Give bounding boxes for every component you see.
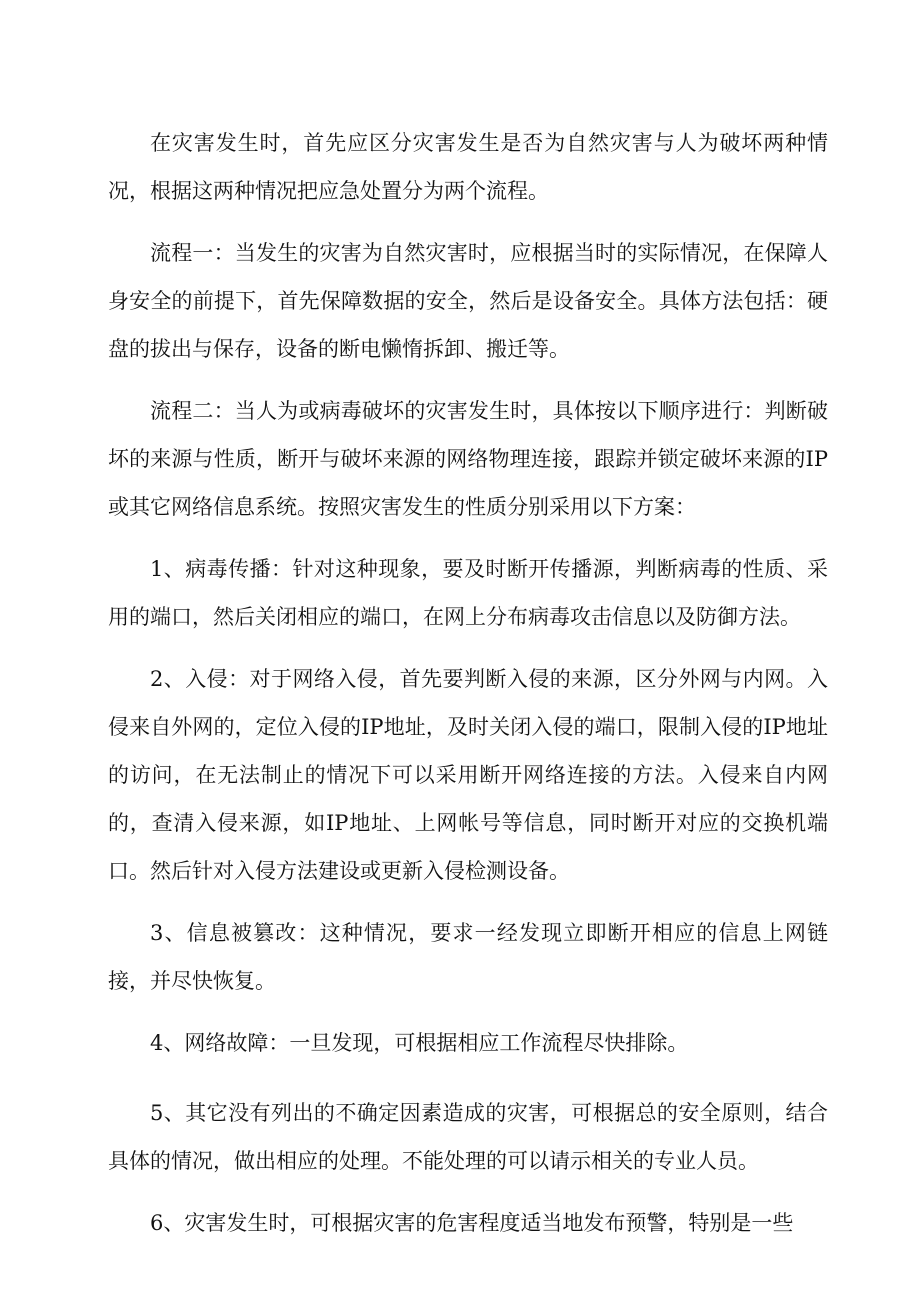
- paragraph-item-other: 5、其它没有列出的不确定因素造成的灾害，可根据总的安全原则，结合具体的情况，做出相应的处理。不能处理的可以请示相关的专业人员。: [108, 1101, 828, 1173]
- paragraph-item-warning: 6、灾害发生时，可根据灾害的危害程度适当地发布预警，特别是一些: [150, 1211, 794, 1235]
- paragraph-process-two: 流程二：当人为或病毒破坏的灾害发生时，具体按以下顺序进行：判断破坏的来源与性质，断开与破坏来源的网络物理连接，跟踪并锁定破坏来源的IP或其它网络信息系统。按照灾害发生的性质分别采用以下方案：: [108, 399, 828, 519]
- paragraph-process-one: 流程一：当发生的灾害为自然灾害时，应根据当时的实际情况，在保障人身安全的前提下，首先保障数据的安全，然后是设备安全。具体方法包括：硬盘的拔出与保存，设备的断电懒惰拆卸、搬迁等。: [108, 241, 828, 361]
- paragraph-item-virus: 1、病毒传播：针对这种现象，要及时断开传播源，判断病毒的性质、采用的端口，然后关闭相应的端口，在网上分布病毒攻击信息以及防御方法。: [108, 557, 828, 629]
- paragraph-intro: 在灾害发生时，首先应区分灾害发生是否为自然灾害与人为破坏两种情况，根据这两种情况把应急处置分为两个流程。: [108, 131, 828, 203]
- paragraph-item-tampering: 3、信息被篡改：这种情况，要求一经发现立即断开相应的信息上网链接，并尽快恢复。: [108, 921, 828, 993]
- paragraph-item-network-failure: 4、网络故障：一旦发现，可根据相应工作流程尽快排除。: [150, 1031, 689, 1055]
- document-body: [108, 119, 828, 1261]
- paragraph-item-intrusion: 2、入侵：对于网络入侵，首先要判断入侵的来源，区分外网与内网。入侵来自外网的，定位入侵的IP地址，及时关闭入侵的端口，限制入侵的IP地址的访问，在无法制止的情况下可以采用断开网络连接的方法。入侵来自内网的，查清入侵来源，如IP地址、上网帐号等信息，同时断开对应的交换机端口。然后针对入侵方法建设或更新入侵检测设备。: [108, 667, 828, 883]
